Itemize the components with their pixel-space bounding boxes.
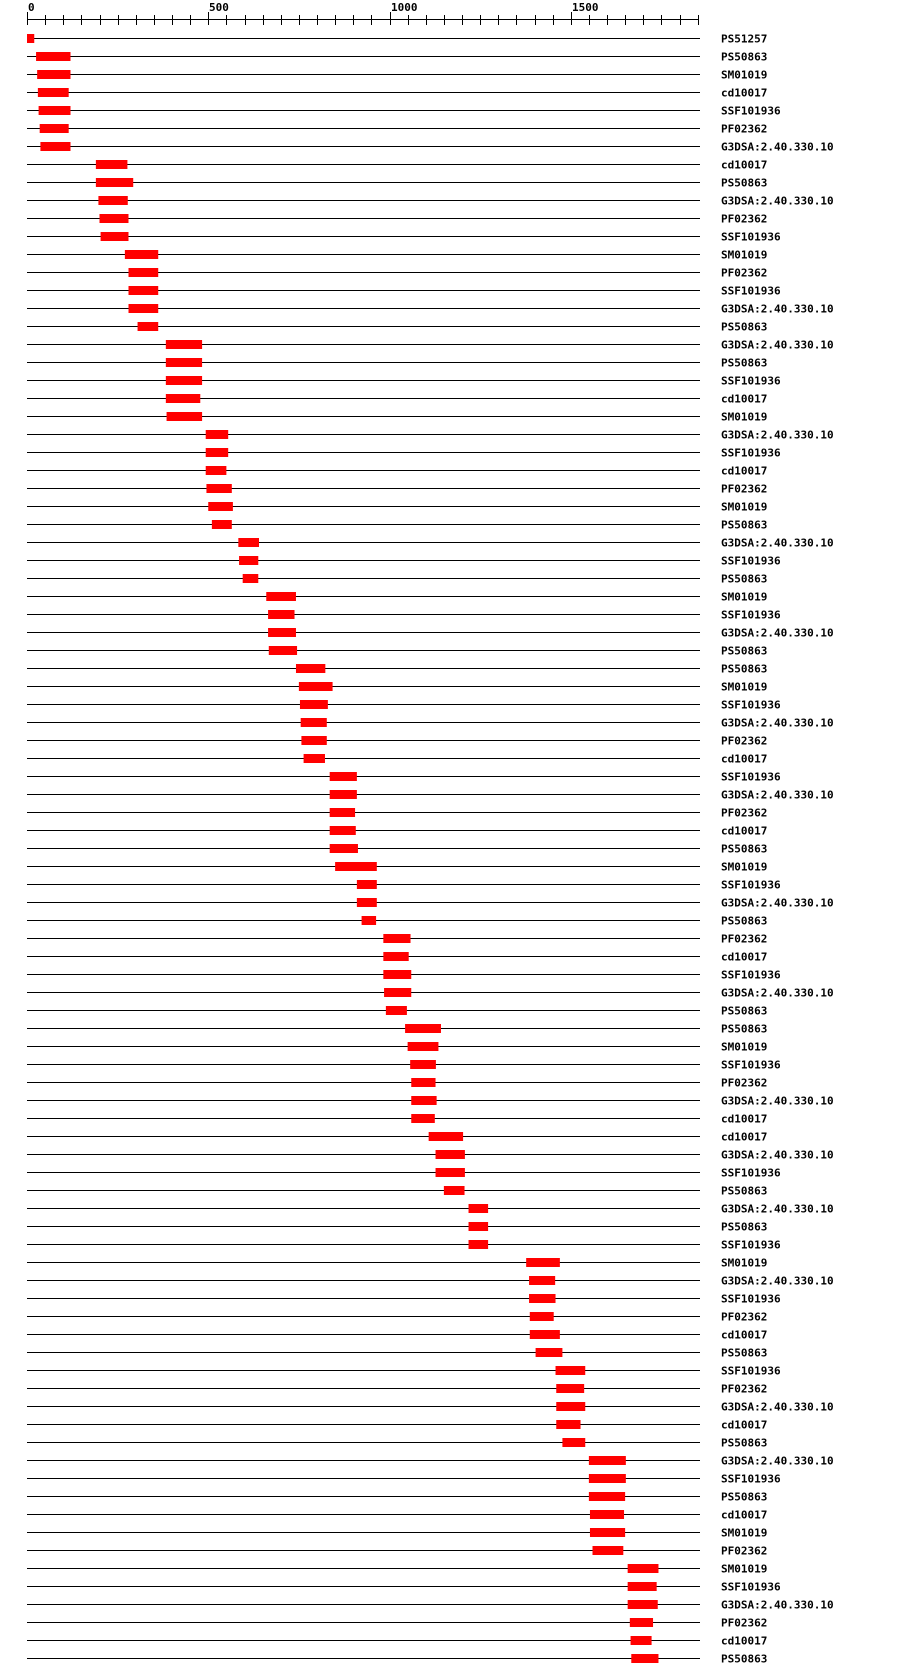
domain-hit-bar (529, 1276, 555, 1285)
domain-track (27, 231, 781, 244)
domain-hit-bar (589, 1456, 626, 1465)
domain-hit-bar (436, 1150, 465, 1159)
domain-hit-bar (411, 1114, 435, 1123)
domain-label: PF02362 (721, 1616, 768, 1630)
domain-hit-bar (40, 142, 70, 151)
domain-label: PS50863 (721, 518, 768, 532)
domain-label: PS50863 (721, 1490, 768, 1504)
ruler-label: 1000 (391, 1, 418, 14)
domain-hit-bar (444, 1186, 465, 1195)
ruler-label: 0 (28, 1, 35, 14)
domain-hit-bar (38, 88, 69, 97)
domain-label: PS50863 (721, 1220, 768, 1234)
domain-label: SM01019 (721, 1562, 768, 1576)
domain-track (27, 411, 767, 424)
domain-label: SSF101936 (721, 284, 781, 298)
domain-track (27, 1617, 767, 1630)
domain-hit-bar (556, 1384, 584, 1393)
domain-track (27, 789, 834, 802)
domain-hit-bar (36, 52, 70, 61)
domain-label: cd10017 (721, 1508, 768, 1522)
domain-label: G3DSA:2.40.330.10 (721, 1274, 834, 1288)
domain-label: SM01019 (721, 248, 768, 262)
domain-label: cd10017 (721, 86, 768, 100)
domain-hit-bar (269, 646, 297, 655)
domain-track (27, 555, 781, 568)
domain-label: PS50863 (721, 914, 768, 928)
domain-label: PS50863 (721, 662, 768, 676)
domain-label: SM01019 (721, 1256, 768, 1270)
domain-label: cd10017 (721, 158, 768, 172)
domain-track (27, 843, 767, 856)
domain-hit-bar (101, 232, 129, 241)
domain-label: SSF101936 (721, 698, 781, 712)
domain-hit-bar (39, 106, 71, 115)
domain-hit-bar (206, 448, 228, 457)
domain-label: PF02362 (721, 266, 768, 280)
domain-label: SSF101936 (721, 1580, 781, 1594)
domain-label: G3DSA:2.40.330.10 (721, 140, 834, 154)
domain-track (27, 1347, 767, 1360)
domain-hit-bar (469, 1204, 489, 1213)
domain-hit-bar (386, 1006, 407, 1015)
domain-hit-bar (589, 1492, 625, 1501)
domain-hit-bar (556, 1402, 585, 1411)
domain-track (27, 33, 767, 46)
domain-hit-bar (100, 214, 129, 223)
domain-hit-bar (469, 1240, 489, 1249)
domain-track (27, 1239, 781, 1252)
domain-label: SSF101936 (721, 1058, 781, 1072)
domain-track (27, 1167, 781, 1180)
domain-label: PS50863 (721, 1652, 768, 1666)
domain-hit-bar (330, 772, 357, 781)
domain-track (27, 609, 781, 622)
domain-hit-bar (405, 1024, 441, 1033)
domain-hit-bar (556, 1366, 586, 1375)
domain-track (27, 1563, 767, 1576)
domain-label: PF02362 (721, 212, 768, 226)
domain-hit-bar (268, 610, 294, 619)
domain-label: PS50863 (721, 1022, 768, 1036)
domain-hit-bar (357, 880, 377, 889)
domain-label: PS50863 (721, 1004, 768, 1018)
domain-hit-bar (408, 1042, 439, 1051)
domain-label: G3DSA:2.40.330.10 (721, 302, 834, 316)
domain-label: cd10017 (721, 1634, 768, 1648)
domain-label: SM01019 (721, 410, 768, 424)
domain-label: cd10017 (721, 1418, 768, 1432)
domain-track (27, 105, 781, 118)
domain-label: G3DSA:2.40.330.10 (721, 788, 834, 802)
domain-track (27, 1599, 834, 1612)
domain-track (27, 357, 767, 370)
domain-track (27, 717, 834, 730)
domain-hit-bar (383, 952, 408, 961)
domain-label: SSF101936 (721, 104, 781, 118)
domain-hit-bar (304, 754, 325, 763)
domain-hit-bar (206, 430, 228, 439)
domain-track (27, 285, 781, 298)
domain-track (27, 1401, 834, 1414)
domain-track (27, 753, 767, 766)
domain-hit-bar (357, 898, 377, 907)
domain-track (27, 1095, 834, 1108)
domain-track (27, 807, 767, 820)
domain-track (27, 141, 834, 154)
domain-track (27, 1419, 767, 1432)
domain-track (27, 177, 767, 190)
domain-track (27, 249, 767, 262)
domain-track (27, 1437, 767, 1450)
domain-track (27, 213, 767, 226)
domain-track (27, 879, 781, 892)
domain-label: PS50863 (721, 356, 768, 370)
domain-label: G3DSA:2.40.330.10 (721, 1094, 834, 1108)
domain-hit-bar (299, 682, 333, 691)
domain-hit-bar (243, 574, 259, 583)
domain-track (27, 1185, 767, 1198)
domain-hit-bar (330, 844, 358, 853)
domain-hit-bar (266, 592, 296, 601)
domain-label: SSF101936 (721, 446, 781, 460)
domain-hit-bar (268, 628, 296, 637)
domain-label: SSF101936 (721, 1364, 781, 1378)
domain-label: G3DSA:2.40.330.10 (721, 1400, 834, 1414)
domain-hit-bar (212, 520, 232, 529)
domain-track (27, 339, 834, 352)
domain-track (27, 1005, 767, 1018)
domain-label: cd10017 (721, 1130, 768, 1144)
domain-label: SSF101936 (721, 968, 781, 982)
domain-hit-bar (138, 322, 159, 331)
domain-hit-bar (129, 304, 159, 313)
domain-track (27, 375, 781, 388)
domain-track (27, 195, 834, 208)
domain-track (27, 1131, 767, 1144)
domain-label: cd10017 (721, 464, 768, 478)
domain-hit-bar (335, 862, 377, 871)
domain-label: SSF101936 (721, 878, 781, 892)
domain-track (27, 1077, 767, 1090)
domain-label: G3DSA:2.40.330.10 (721, 338, 834, 352)
domain-hit-bar (296, 664, 325, 673)
domain-track (27, 1383, 767, 1396)
domain-track (27, 1455, 834, 1468)
domain-track (27, 1041, 767, 1054)
domain-hit-bar (129, 286, 159, 295)
domain-track (27, 1023, 767, 1036)
domain-track (27, 483, 767, 496)
domain-hit-bar (167, 412, 203, 421)
domain-hit-bar (239, 556, 258, 565)
domain-label: PF02362 (721, 806, 768, 820)
domain-hit-bar (526, 1258, 560, 1267)
domain-label: SSF101936 (721, 1166, 781, 1180)
domain-label: PS50863 (721, 572, 768, 586)
domain-label: SSF101936 (721, 374, 781, 388)
domain-track (27, 1257, 767, 1270)
domain-label: SSF101936 (721, 1238, 781, 1252)
position-ruler (28, 1, 699, 25)
domain-track (27, 123, 767, 136)
domain-label: cd10017 (721, 752, 768, 766)
domain-track (27, 681, 767, 694)
domain-label: SM01019 (721, 1040, 768, 1054)
domain-label: G3DSA:2.40.330.10 (721, 1598, 834, 1612)
domain-label: SM01019 (721, 1526, 768, 1540)
domain-track (27, 735, 767, 748)
domain-track (27, 267, 767, 280)
domain-hit-bar (631, 1636, 652, 1645)
domain-hit-bar (631, 1654, 658, 1663)
domain-track (27, 1275, 834, 1288)
domain-track (27, 537, 834, 550)
domain-label: SM01019 (721, 500, 768, 514)
domain-track (27, 1221, 767, 1234)
domain-hit-bar (590, 1528, 625, 1537)
domain-label: SSF101936 (721, 1472, 781, 1486)
domain-track (27, 69, 767, 82)
domain-label: SSF101936 (721, 608, 781, 622)
domain-hit-bar (410, 1060, 436, 1069)
domain-track (27, 87, 767, 100)
domain-track (27, 51, 767, 64)
domain-hit-bar (383, 970, 411, 979)
domain-hit-bar (129, 268, 159, 277)
domain-hit-bar (301, 736, 326, 745)
domain-track (27, 1149, 834, 1162)
domain-label: cd10017 (721, 1328, 768, 1342)
domain-hit-bar (469, 1222, 489, 1231)
domain-label: G3DSA:2.40.330.10 (721, 536, 834, 550)
domain-hit-bar (37, 70, 70, 79)
domain-label: SM01019 (721, 680, 768, 694)
domain-label: G3DSA:2.40.330.10 (721, 428, 834, 442)
domain-label: G3DSA:2.40.330.10 (721, 716, 834, 730)
domain-hit-bar (383, 934, 410, 943)
domain-track (27, 465, 767, 478)
domain-track (27, 771, 781, 784)
domain-label: PS50863 (721, 320, 768, 334)
domain-label: PF02362 (721, 932, 768, 946)
domain-track (27, 1473, 781, 1486)
domain-label: cd10017 (721, 392, 768, 406)
domain-label: G3DSA:2.40.330.10 (721, 986, 834, 1000)
domain-label: G3DSA:2.40.330.10 (721, 626, 834, 640)
domain-label: SSF101936 (721, 770, 781, 784)
domain-hit-bar (628, 1582, 657, 1591)
domain-track (27, 1113, 767, 1126)
domain-label: G3DSA:2.40.330.10 (721, 896, 834, 910)
domain-hit-bar (166, 358, 202, 367)
domain-track (27, 519, 767, 532)
domain-track (27, 447, 781, 460)
domain-track (27, 825, 767, 838)
domain-hit-bar (536, 1348, 563, 1357)
domain-track (27, 501, 767, 514)
domain-track (27, 1311, 767, 1324)
domain-label: PS51257 (721, 32, 768, 46)
domain-label: PF02362 (721, 1310, 768, 1324)
domain-hit-bar (529, 1294, 555, 1303)
domain-track (27, 663, 767, 676)
domain-hit-bar (362, 916, 377, 925)
domain-hit-bar (98, 196, 127, 205)
domain-hit-bar (556, 1420, 580, 1429)
domain-label: PS50863 (721, 842, 768, 856)
domain-hit-bar (301, 718, 327, 727)
domain-hit-bar (630, 1618, 653, 1627)
domain-track (27, 393, 767, 406)
domain-hit-bar (206, 484, 231, 493)
domain-label: SSF101936 (721, 554, 781, 568)
domain-hit-bar (40, 124, 69, 133)
domain-track (27, 1491, 767, 1504)
domain-label: PF02362 (721, 734, 768, 748)
domain-label: SSF101936 (721, 1292, 781, 1306)
domain-track (27, 429, 834, 442)
domain-track (27, 591, 767, 604)
domain-track (27, 1365, 781, 1378)
domain-track (27, 1059, 781, 1072)
domain-hit-bar (125, 250, 158, 259)
domain-track (27, 627, 834, 640)
domain-label: PS50863 (721, 644, 768, 658)
domain-hit-bar (96, 160, 128, 169)
domain-hit-bar (411, 1078, 435, 1087)
domain-hit-bar (238, 538, 259, 547)
domain-track (27, 1329, 767, 1342)
domain-label: PS50863 (721, 1346, 768, 1360)
domain-hit-bar (208, 502, 233, 511)
domain-track (27, 1581, 781, 1594)
domain-track (27, 1527, 767, 1540)
domain-track (27, 1293, 781, 1306)
domain-hit-bar (300, 700, 328, 709)
ruler-label: 500 (209, 1, 229, 14)
domain-hit-bar (429, 1132, 463, 1141)
domain-label: G3DSA:2.40.330.10 (721, 194, 834, 208)
domain-hit-bar (166, 394, 200, 403)
domain-hit-bar (593, 1546, 624, 1555)
domain-label: G3DSA:2.40.330.10 (721, 1148, 834, 1162)
domain-track (27, 1509, 767, 1522)
domain-track (27, 933, 767, 946)
domain-hit-bar (411, 1096, 436, 1105)
domain-hit-bar (27, 34, 34, 43)
domain-label: SM01019 (721, 590, 768, 604)
domain-hit-bar (96, 178, 133, 187)
domain-track (27, 987, 834, 1000)
domain-label: PF02362 (721, 122, 768, 136)
domain-label: PF02362 (721, 1544, 768, 1558)
domain-label: SM01019 (721, 860, 768, 874)
domain-label: PF02362 (721, 482, 768, 496)
domain-hit-bar (166, 376, 202, 385)
domain-hit-bar (589, 1474, 626, 1483)
domain-hit-bar (628, 1564, 659, 1573)
domain-track (27, 915, 767, 928)
domain-track (27, 303, 834, 316)
domain-label: cd10017 (721, 1112, 768, 1126)
domain-hit-bar (330, 826, 356, 835)
domain-label: PS50863 (721, 1436, 768, 1450)
domain-label: cd10017 (721, 950, 768, 964)
domain-hit-bar (384, 988, 411, 997)
domain-hit-bar (206, 466, 227, 475)
domain-track (27, 1545, 767, 1558)
domain-track (27, 1635, 767, 1648)
domain-label: cd10017 (721, 824, 768, 838)
domain-hit-bar (530, 1330, 560, 1339)
domain-track (27, 1653, 767, 1666)
domain-label: PF02362 (721, 1076, 768, 1090)
domain-label: G3DSA:2.40.330.10 (721, 1202, 834, 1216)
domain-label: PF02362 (721, 1382, 768, 1396)
domain-track (27, 897, 834, 910)
domain-track (27, 159, 767, 172)
domain-track (27, 1203, 834, 1216)
domain-label: PS50863 (721, 1184, 768, 1198)
domain-label: PS50863 (721, 176, 768, 190)
domain-hit-bar (628, 1600, 658, 1609)
domain-label: SSF101936 (721, 230, 781, 244)
domain-label: G3DSA:2.40.330.10 (721, 1454, 834, 1468)
domain-track (27, 699, 781, 712)
domain-label: SM01019 (721, 68, 768, 82)
domain-track (27, 969, 781, 982)
domain-track (27, 321, 767, 334)
domain-hit-bar (562, 1438, 585, 1447)
domain-hit-bar (166, 340, 202, 349)
domain-hit-bar (590, 1510, 624, 1519)
domain-track (27, 861, 767, 874)
domain-track (27, 573, 767, 586)
ruler-label: 1500 (572, 1, 599, 14)
domain-label: PS50863 (721, 50, 768, 64)
domain-tracks (27, 33, 834, 1666)
domain-hit-bar (330, 790, 357, 799)
domain-hit-bar (530, 1312, 554, 1321)
domain-hit-bar (330, 808, 355, 817)
domain-hit-bar (436, 1168, 465, 1177)
domain-track (27, 951, 767, 964)
domain-track (27, 645, 767, 658)
